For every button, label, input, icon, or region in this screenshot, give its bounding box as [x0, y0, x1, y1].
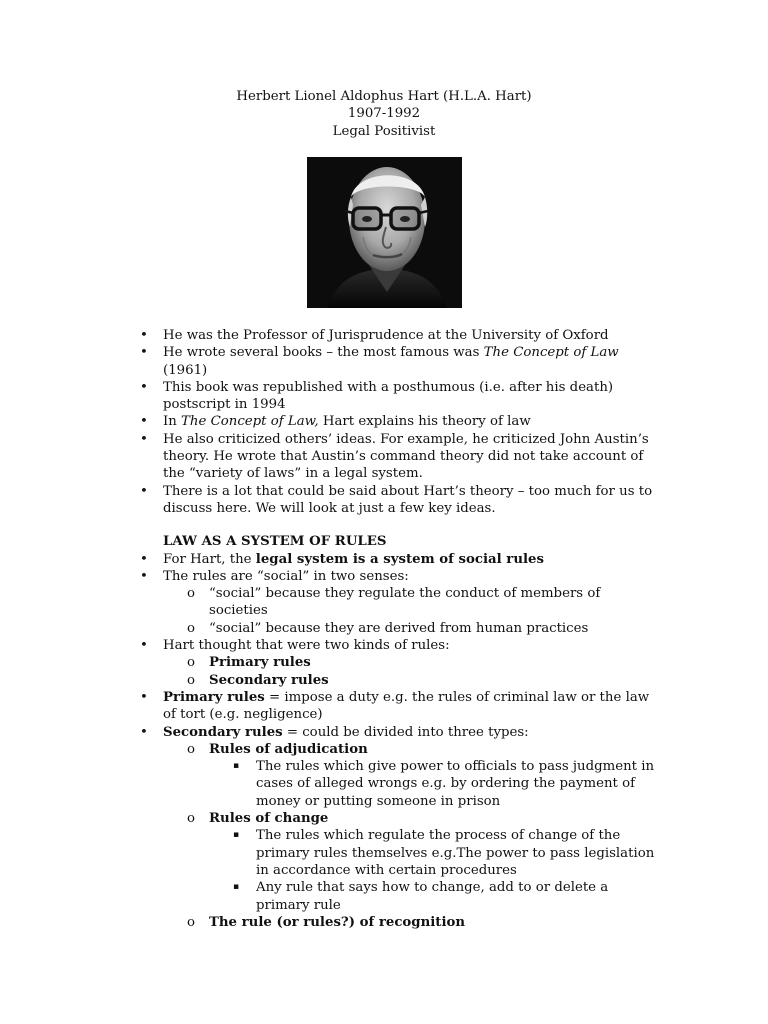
book-title: The Concept of Law [483, 345, 619, 361]
list-item-text: Any rule that says how to change, add to or delete a primary rule [256, 880, 609, 913]
text-run: Hart explains his theory of law [318, 414, 531, 430]
text-run: He wrote several books – the most famous was [163, 345, 484, 361]
bold-run: Secondary rules [209, 672, 329, 688]
bullet-marker: • [140, 328, 148, 343]
list-item-text: He also criticized others’ ideas. For example, he criticized John Austin’s theory. He wrote that Austin’s command theory did not take account of the “variety of laws” in a legal system. [163, 431, 649, 482]
sub-bullet-marker: o [187, 914, 196, 930]
list-item-text [163, 413, 663, 430]
bullet-marker: • [140, 568, 148, 584]
school-of-thought: Legal Positivist [332, 123, 436, 139]
bold-run: Rules of change [209, 811, 329, 827]
bullet-marker: • [140, 345, 148, 361]
list-item [0, 724, 768, 741]
list-item-text: The rules which give power to officials to pass judgment in cases of alleged wrongs e.g. by ordering the payment of money or putting someone in prison [256, 759, 655, 809]
sub-list-item [0, 741, 768, 758]
list-item [0, 327, 768, 344]
sub-list-item [0, 672, 768, 689]
portrait-photo [307, 157, 462, 308]
list-item-text [209, 741, 649, 758]
document-body [0, 327, 768, 931]
bullet-marker: • [140, 379, 148, 395]
bullet-marker: • [140, 414, 148, 430]
square-bullet-marker: ▪ [233, 830, 240, 841]
bold-run: Secondary rules [163, 724, 283, 740]
list-item [0, 413, 768, 430]
list-item [0, 568, 768, 585]
text-run: (1961) [163, 362, 208, 378]
bullet-marker: • [140, 689, 148, 705]
list-item-text: “social” because they are derived from human practices [209, 620, 589, 636]
list-item-text: The rules are “social” in two senses: [163, 568, 409, 584]
bullet-marker: • [140, 551, 148, 567]
sub-sub-list-item [0, 758, 768, 810]
list-item [0, 379, 768, 414]
square-bullet-marker: ▪ [233, 882, 240, 893]
list-item [0, 344, 768, 379]
square-bullet-marker: ▪ [233, 761, 240, 772]
sub-bullet-marker: o [187, 620, 196, 636]
list-item [0, 637, 768, 654]
portrait-illustration [307, 157, 462, 308]
sub-list-item [0, 654, 768, 671]
sub-sub-list-item [0, 879, 768, 914]
list-item-text: This book was republished with a posthumous (i.e. after his death) postscript in 1994 [163, 379, 614, 413]
list-item-text [163, 551, 663, 568]
list-item-text [163, 689, 663, 724]
sub-list-item [0, 585, 768, 620]
text-run: For Hart, the [163, 551, 256, 567]
list-item-text: Hart thought that were two kinds of rules: [163, 638, 450, 654]
sub-bullet-marker: o [187, 811, 196, 827]
list-item-text [209, 672, 649, 689]
sub-bullet-marker: o [187, 741, 196, 757]
list-item-text: There is a lot that could be said about Hart’s theory – too much for us to discuss here. We will look at just a few key ideas. [163, 483, 653, 516]
list-item-text: “social” because they regulate the conduct of members of societies [209, 586, 601, 619]
person-name: Herbert Lionel Aldophus Hart (H.L.A. Hart) [236, 89, 532, 104]
life-years: 1907-1992 [347, 106, 421, 122]
bold-run: The rule (or rules?) of recognition [209, 914, 466, 930]
bold-run: Primary rules [163, 689, 265, 705]
text-run: = impose a duty e.g. the rules of criminal law or the law of tort (e.g. negligence) [163, 689, 650, 723]
sub-sub-list-item [0, 827, 768, 879]
list-item [0, 689, 768, 724]
list-item-text [209, 914, 649, 931]
sub-bullet-marker: o [187, 655, 196, 671]
spacer [0, 517, 768, 533]
sub-list-item [0, 620, 768, 637]
bold-run: legal system is a system of social rules [255, 551, 544, 567]
list-item [0, 483, 768, 518]
sub-bullet-marker: o [187, 672, 196, 688]
list-item-text [163, 724, 663, 741]
sub-list-item [0, 914, 768, 931]
document-header [0, 88, 768, 140]
text-run: = could be divided into three types: [282, 724, 529, 740]
sub-bullet-marker: o [187, 586, 196, 602]
bullet-marker: • [140, 483, 148, 499]
list-item-text: He was the Professor of Jurisprudence at the University of Oxford [163, 328, 609, 343]
list-item-text [209, 654, 649, 671]
list-item-text: The rules which regulate the process of change of the primary rules themselves e.g.The power to pass legislation in accordance with certain procedures [256, 828, 655, 878]
book-title: The Concept of Law, [181, 414, 319, 430]
bold-run: Primary rules [209, 655, 311, 671]
bullet-marker: • [140, 431, 148, 447]
bullet-marker: • [140, 638, 148, 654]
sub-list-item [0, 810, 768, 827]
list-item-text [163, 344, 663, 379]
bullet-marker: • [140, 724, 148, 740]
list-item-text [209, 810, 649, 827]
list-item [0, 551, 768, 568]
bold-run: Rules of adjudication [209, 741, 368, 757]
text-run: In [163, 414, 182, 430]
list-item [0, 431, 768, 483]
section-heading: LAW AS A SYSTEM OF RULES [163, 534, 387, 550]
